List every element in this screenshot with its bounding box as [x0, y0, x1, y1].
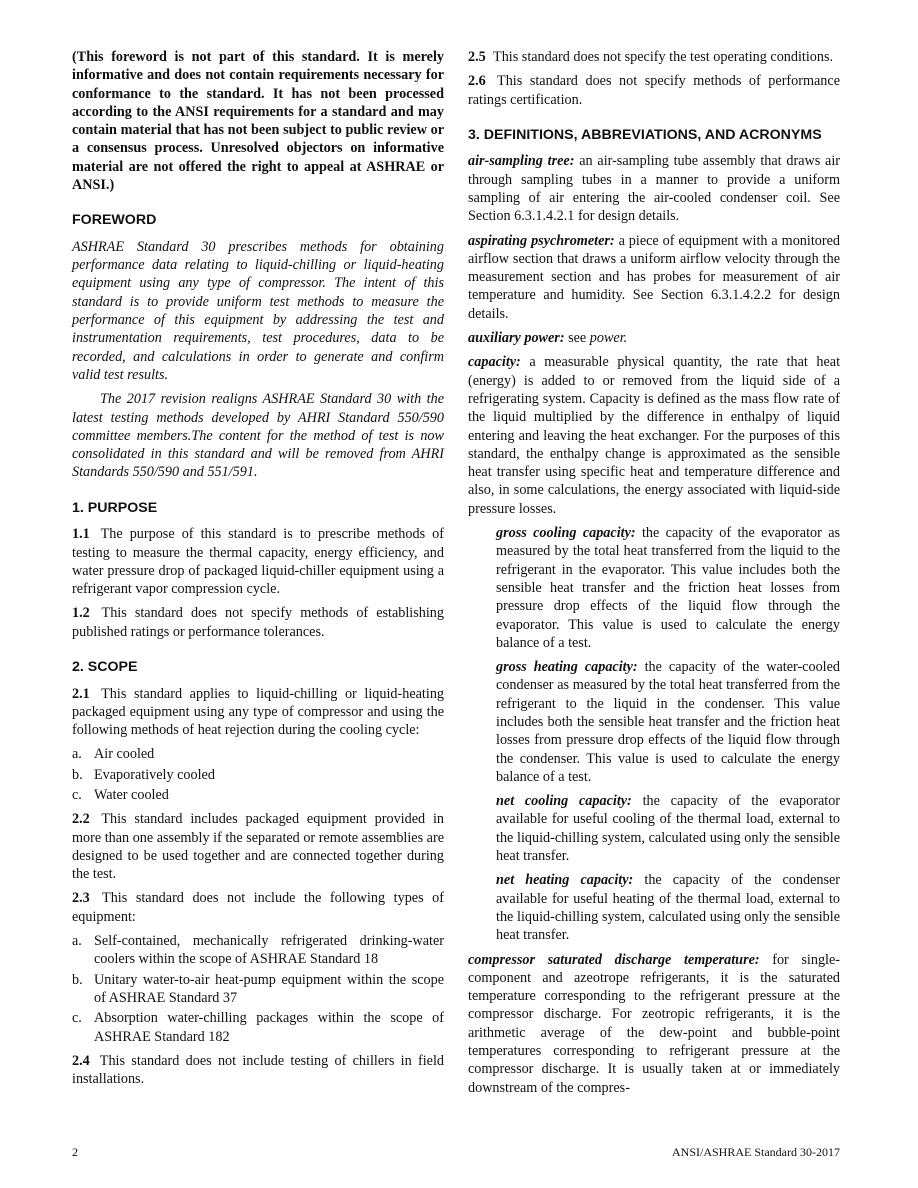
left-column — [72, 48, 444, 1094]
foreword-paragraph-1: ASHRAE Standard 30 prescribes methods for obtaining performance data relating to liquid-chilling or liquid-heating equipment using any type of compressor. The intent of this standard is to provide uniform test methods to measure the performance of this equipment by addressing the test and instrumentation requirements, test procedures, data to be recorded, and calculations in order to generate and confirm valid test results. — [72, 238, 444, 383]
definition-text: the capacity of the evaporator as measured by the total heat transferred from the liquid to the refrigerant in the evaporator. This value includes both the sensible heat transfer and the friction heat losses from pressure drop effects of the liquid flow through the evaporator. This value is used to calculate the energy balance of a test. — [496, 525, 841, 651]
definition-term: aspirating psychrometer: — [468, 232, 615, 249]
excluded-equipment-list — [72, 932, 444, 1046]
list-item — [72, 932, 444, 969]
section-number: 2.3 — [72, 890, 90, 907]
definition-auxiliary-power — [468, 329, 840, 347]
section-2-5 — [468, 48, 840, 66]
standard-name: ANSI/ASHRAE Standard 30-2017 — [672, 1145, 840, 1159]
informative-note: (This foreword is not part of this standard. It is merely informative and does not contain requirements necessary for conformance to the standard. It has not been processed according to the ANSI requirements for a standard and may contain material that has not been subject to public review or a consensus process. Unresolved objectors on informative material are not offered the right to appeal at ASHRAE or ANSI.) — [72, 49, 444, 194]
section-number: 1.1 — [72, 526, 90, 543]
list-item — [72, 1009, 444, 1046]
scope-heading: 2. SCOPE — [72, 659, 138, 676]
list-text: Absorption water-chilling packages within the scope of ASHRAE Standard 182 — [94, 1010, 444, 1045]
list-text: Self-contained, mechanically refrigerated drinking-water coolers within the scope of ASHRAE Standard 18 — [94, 933, 444, 968]
list-label: b. — [72, 971, 83, 988]
definition-text: the capacity of the water-cooled condenser as measured by the total heat transferred from the refrigerant to the liquid in the condenser. This value includes both the sensible heat transfer and the friction heat losses from pressure drop effects of the liquid flow through the condenser. This value is used to calculate the energy balance of a test. — [496, 659, 840, 785]
list-label: b. — [72, 766, 83, 783]
definition-term: gross cooling capacity: — [496, 525, 636, 542]
definition-text: for single-component and azeotrope refrigerants, it is the saturated temperature corresponding to the refrigerant pressure at the compressor discharge. For zeotropic refrigerants, it is the arithmetic average of the dew-point and bubble-point temperatures corresponding to refrigerant pressure at the compressor discharge. It is usually taken at or immediately downstream of the compres- — [468, 951, 840, 1096]
section-text: This standard does not include the following types of equipment: — [72, 890, 444, 925]
section-text: The purpose of this standard is to prescribe methods of testing to measure the thermal capacity, energy efficiency, and water pressure drop of packaged liquid-chiller equipment using a refrigerant vapor compression cycle. — [72, 526, 444, 598]
definition-net-heating-capacity — [496, 871, 840, 944]
section-number: 2.6 — [468, 73, 486, 90]
definition-text: the capacity of the evaporator available for useful cooling of the thermal load, external to the liquid-chilling system, calculated using only the sensible heat transfer. — [496, 793, 841, 865]
list-item — [72, 766, 444, 784]
section-2-1 — [72, 685, 444, 740]
purpose-heading: 1. PURPOSE — [72, 499, 158, 516]
list-label: c. — [72, 1010, 82, 1027]
definition-see: see — [568, 330, 587, 347]
section-text: This standard does not specify methods of performance ratings certification. — [468, 73, 840, 108]
section-number: 2.2 — [72, 811, 90, 828]
definitions-heading: 3. DEFINITIONS, ABBREVIATIONS, AND ACRONYMS — [468, 126, 822, 143]
section-2-4 — [72, 1052, 444, 1089]
list-label: a. — [72, 933, 82, 950]
foreword-heading: FOREWORD — [72, 212, 157, 229]
definition-text: the capacity of the condenser available for useful heating of the thermal load, external to the liquid-chilling system, calculated using only the sensible heat transfer. — [496, 872, 841, 944]
definition-term: compressor saturated discharge temperature: — [468, 951, 760, 968]
definition-net-cooling-capacity — [496, 792, 840, 865]
definition-text: a measurable physical quantity, the rate that heat (energy) is added to or removed from the liquid side of a refrigerating system. Capacity is defined as the mass flow rate of the liquid multiplied by the difference in enthalpy of liquid entering and leaving the heat exchanger. For the purposes of this standard, the enthalpy change is approximated as the sensible heat transfer using specific heat and temperature difference and also, in some calculations, the energy associated with liquid-side pressure losses. — [468, 354, 841, 517]
section-text: This standard includes packaged equipment provided in more than one assembly if the separated or remote assemblies are designed to be used together and are connected together during the test. — [72, 811, 444, 883]
section-text: This standard does not specify the test operating conditions. — [493, 49, 834, 65]
right-column — [468, 48, 840, 1103]
section-2-2 — [72, 810, 444, 883]
heat-rejection-list — [72, 745, 444, 804]
section-number: 2.1 — [72, 685, 90, 702]
definition-aspirating-psychrometer — [468, 232, 840, 323]
section-text: This standard does not include testing of chillers in field installations. — [72, 1052, 445, 1088]
definition-cross-reference: power. — [589, 330, 628, 347]
definition-term: gross heating capacity: — [496, 659, 638, 676]
definition-term: auxiliary power: — [468, 330, 565, 347]
foreword-paragraph-2: The 2017 revision realigns ASHRAE Standard 30 with the latest testing methods developed by AHRI Standard 550/590 committee members.The content for the method of test is now consolidated in this standard and will be removed from AHRI Standards 550/590 and 551/591. — [72, 391, 444, 481]
list-text: Unitary water-to-air heat-pump equipment within the scope of ASHRAE Standard 37 — [94, 971, 444, 1006]
definition-term: capacity: — [468, 354, 521, 371]
section-number: 2.4 — [72, 1052, 90, 1069]
section-number: 2.5 — [468, 49, 486, 65]
definition-term: net heating capacity: — [496, 872, 634, 889]
definition-term: net cooling capacity: — [496, 793, 632, 810]
definition-text: a piece of equipment with a monitored airflow section that draws a uniform airflow velocity through the measurement section and has probes for measurement of air temperature and humidity. See Section 6.3.1.4.2.2 for design details. — [468, 232, 840, 322]
list-text: Air cooled — [94, 746, 155, 763]
section-2-6 — [468, 72, 840, 109]
definition-gross-heating-capacity — [496, 658, 840, 786]
list-label: a. — [72, 746, 82, 763]
definition-term: air-sampling tree: — [468, 153, 575, 170]
section-2-3 — [72, 889, 444, 926]
list-item — [72, 971, 444, 1008]
page-number: 2 — [72, 1145, 78, 1159]
definition-text: an air-sampling tube assembly that draws air through sampling tubes in a manner to provide a uniform sampling of air entering the air-cooled condenser coil. See Section 6.3.1.4.2.1 for design details. — [468, 153, 841, 225]
section-1-1 — [72, 525, 444, 598]
section-text: This standard applies to liquid-chilling or liquid-heating packaged equipment using any type of compressor and using the following methods of heat rejection during the cooling cycle: — [72, 685, 445, 739]
document-page — [72, 48, 840, 1118]
list-text: Evaporatively cooled — [94, 766, 215, 783]
section-1-2 — [72, 604, 444, 641]
definition-compressor-saturated-discharge-temperature — [468, 951, 840, 1097]
definition-capacity — [468, 353, 840, 518]
list-item — [72, 745, 444, 763]
list-item — [72, 786, 444, 804]
definition-air-sampling-tree — [468, 152, 840, 225]
section-text: This standard does not specify methods of establishing published ratings or performance tolerances. — [72, 605, 444, 640]
definition-gross-cooling-capacity — [496, 524, 840, 652]
list-label: c. — [72, 787, 82, 803]
section-number: 1.2 — [72, 605, 90, 622]
list-text: Water cooled — [94, 787, 169, 803]
